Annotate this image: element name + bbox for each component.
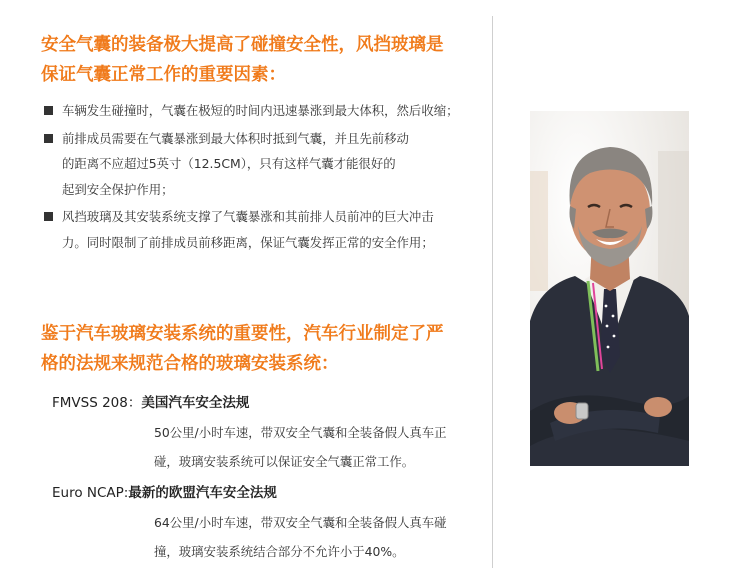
standard-fmvss-title (52, 393, 249, 413)
standard-name: 美国汽车安全法规 (141, 395, 250, 411)
bullet-line: 前排成员需要在气囊暴涨到最大体积时抵到气囊，并且先前移动 (62, 130, 409, 146)
description-line: 碰，玻璃安装系统可以保证安全气囊正常工作。 (154, 454, 415, 469)
standard-name: 最新的欧盟汽车安全法规 (128, 485, 277, 501)
bullet-item (44, 98, 474, 124)
portrait-photo (530, 111, 689, 466)
bullet-item (44, 126, 474, 203)
bullet-line: 车辆发生碰撞时，气囊在极短的时间内迅速暴涨到最大体积，然后收缩； (62, 103, 459, 118)
heading-airbag (41, 30, 471, 90)
bullet-text (62, 98, 474, 124)
bullet-line: 力。同时限制了前排成员前移距离，保证气囊发挥正常的安全作用； (62, 234, 434, 250)
standard-code: FMVSS 208： (52, 395, 142, 411)
heading-regulations-line-2: 格的法规来规范合格的玻璃安装系统： (41, 354, 339, 374)
standard-euro-ncap-description (154, 508, 474, 566)
heading-airbag-line-2: 保证气囊正常工作的重要因素： (41, 65, 286, 85)
standard-code: Euro NCAP: (52, 485, 129, 501)
bullet-text (62, 204, 474, 255)
portrait-illustration (530, 111, 689, 466)
bullet-line: 起到安全保护作用； (62, 181, 174, 197)
bullet-text (62, 126, 474, 203)
square-bullet-icon (44, 134, 53, 143)
standard-fmvss-description (154, 418, 474, 476)
heading-regulations-line-1: 鉴于汽车玻璃安装系统的重要性，汽车行业制定了严 (41, 324, 444, 344)
bullet-item (44, 204, 474, 255)
vertical-divider (492, 16, 493, 568)
description-line: 50公里/小时车速，带双安全气囊和全装备假人真车正 (154, 425, 447, 440)
square-bullet-icon (44, 106, 53, 115)
description-line: 撞，玻璃安装系统结合部分不允许小于40%。 (154, 544, 405, 559)
standard-euro-ncap-title (52, 483, 277, 503)
heading-airbag-line-1: 安全气囊的装备极大提高了碰撞安全性，风挡玻璃是 (41, 35, 444, 55)
description-line: 64公里/小时车速，带双安全气囊和全装备假人真车碰 (154, 515, 447, 530)
bullet-line: 的距离不应超过5英寸（12.5CM），只有这样气囊才能很好的 (62, 156, 396, 171)
bullet-line: 风挡玻璃及其安装系统支撑了气囊暴涨和其前排人员前冲的巨大冲击 (62, 209, 434, 224)
bullet-list (44, 98, 474, 257)
square-bullet-icon (44, 212, 53, 221)
heading-regulations (41, 319, 471, 379)
